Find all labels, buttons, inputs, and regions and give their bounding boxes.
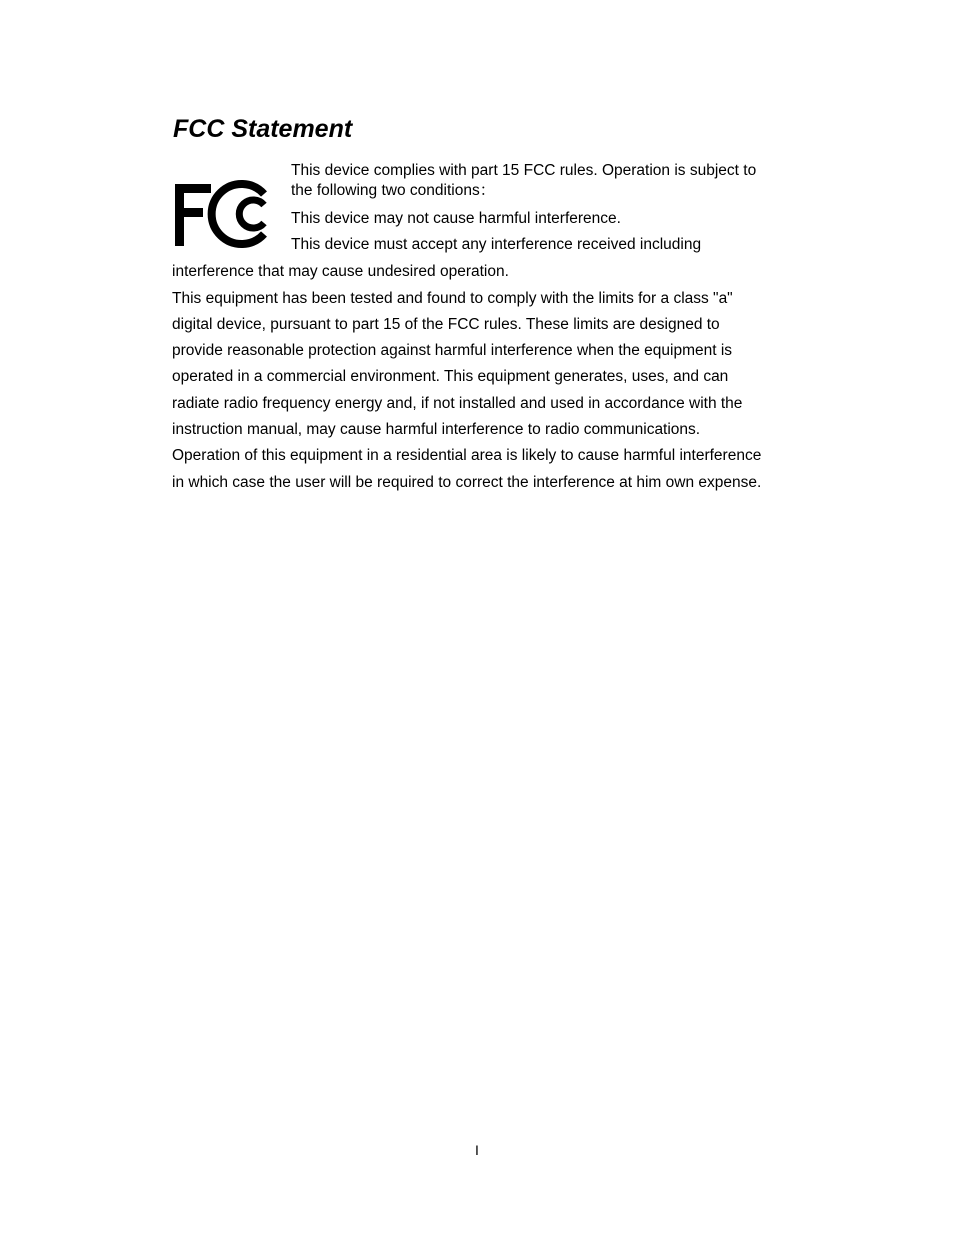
text-line: in which case the user will be required to correct the interference at him own expense. (172, 474, 762, 491)
text-line: the following two conditions： (291, 182, 496, 199)
page-number: I (475, 1142, 479, 1158)
text-line: provide reasonable protection against harmful interference when the equipment is (172, 342, 733, 359)
text-line: This equipment has been tested and found to comply with the limits for a class "a" (172, 290, 733, 307)
page-title: FCC Statement (173, 115, 353, 143)
text-line: operated in a commercial environment. This equipment generates, uses, and can (172, 368, 729, 385)
text-line: radiate radio frequency energy and, if not installed and used in accordance with the (172, 395, 743, 412)
text-line: This device must accept any interference received including (291, 236, 702, 253)
text-line: interference that may cause undesired operation. (172, 263, 509, 280)
text-line: This device may not cause harmful interference. (291, 210, 621, 227)
text-line: This device complies with part 15 FCC rules. Operation is subject to (291, 162, 757, 179)
text-line: Operation of this equipment in a residential area is likely to cause harmful interference (172, 447, 762, 464)
text-line: instruction manual, may cause harmful interference to radio communications. (172, 421, 701, 438)
fcc-logo-icon (172, 178, 274, 250)
text-line: digital device, pursuant to part 15 of the FCC rules. These limits are designed to (172, 316, 720, 333)
